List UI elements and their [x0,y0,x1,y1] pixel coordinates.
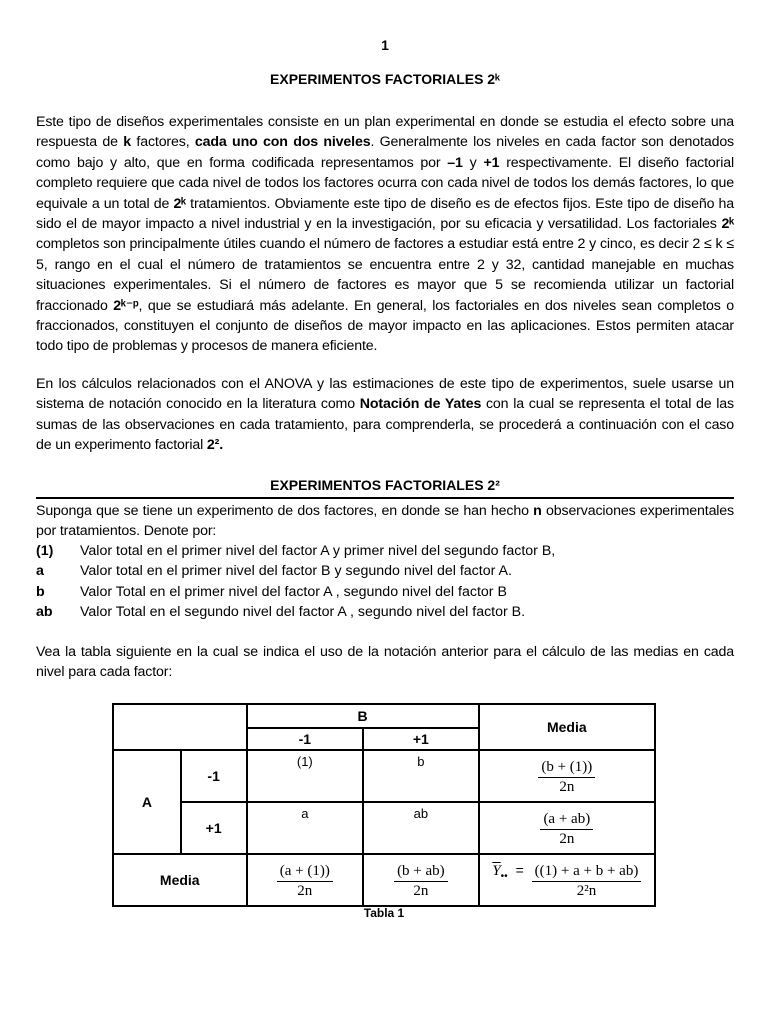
definition-item: b Valor Total en el primer nivel del factor A , segundo nivel del factor B [36,583,507,600]
cell-b: b [363,750,479,802]
paragraph-intro: Este tipo de diseños experimentales consiste en un plan experimental en donde se estudia el efecto sobre una respuesta de k factores, cada uno con dos niveles. Generalmente los niveles en cada factor son denotados como bajo y alto, que en forma codificada representamos por –1 y +1 respectivamente. El diseño factorial completo requiere que cada nivel de todos los factores ocurra con cada nivel de todos los demás factores, lo que equivale a un total de 2ᵏ tratamientos. Obviamente este tipo de diseño es de efectos fijos. Este tipo de diseño ha sido el de mayor impacto a nivel industrial y en la investigación, por su eficacia y versatilidad. Los factoriales 2ᵏ completos son principalmente útiles cuando el número de factores a estudiar está entre 2 y cinco, es decir 2 ≤ k ≤ 5, rango en el cual el número de tratamientos se encuentra entre 2 y 32, cantidad manejable en muchas situaciones experimentales. Si el número de factores es mayor que 5 se recomienda utilizar un factorial fraccionado 2ᵏ⁻ᵖ, que se estudiará más adelante. En general, los factoriales en dos niveles sean completos o fraccionados, constituyen el conjunto de diseños de mayor impacto en las aplicaciones. Estos permiten atacar todo tipo de problemas y procesos de manera eficiente. [36,114,734,355]
definition-item: ab Valor Total en el segundo nivel del factor A , segundo nivel del factor B. [36,604,526,621]
cell-a: a [247,802,364,854]
row-mean-plus: $\frac{(a + ab)}{2n}$ [479,802,655,854]
page-number: 1 [381,37,389,53]
col-mean-minus: $\frac{(a + (1))}{2n}$ [247,854,364,906]
definition-item: a Valor total en el primer nivel del factor B y segundo nivel del factor A. [36,563,512,580]
definition-item: (1) Valor total en el primer nivel del factor A y primer nivel del segundo factor B, [36,543,556,559]
grand-mean: $\overline{Y}_{••}$ = $\frac{((1) + a + b + ab)}{\text{2²n}}$ [479,854,655,906]
col-mean-plus: $\frac{(b + ab)}{2n}$ [363,854,479,906]
cell-ab: ab [363,802,479,854]
a-level-plus: +1 [181,802,247,854]
a-level-minus: -1 [181,750,247,802]
definition-list [36,541,734,623]
main-title: EXPERIMENTOS FACTORIALES 2ᵏ [270,71,500,87]
factor-b-header: B [247,704,479,728]
table-caption: Tabla 1 [363,906,405,920]
yates-table [112,703,656,907]
section-title: EXPERIMENTOS FACTORIALES 2² [270,477,500,493]
b-level-plus: +1 [363,728,479,750]
paragraph-table-intro: Vea la tabla siguiente en la cual se indica el uso de la notación anterior para el cálculo de las medias en cada nivel para cada factor: [36,644,734,681]
cell-1: (1) [247,750,364,802]
row-mean-minus: $\frac{(b + (1))}{2n}$ [479,750,655,802]
factor-a-header: A [113,750,181,854]
paragraph-suppose: Suponga que se tiene un experimento de dos factores, en donde se han hecho n observaciones experimentales por tratamientos. Denote por: [36,503,734,540]
b-level-minus: -1 [247,728,364,750]
section-divider [36,497,734,499]
media-row-label: Media [113,854,247,906]
table-corner [113,704,247,750]
paragraph-yates: En los cálculos relacionados con el ANOVA y las estimaciones de este tipo de experimentos, suele usarse un sistema de notación conocido en la literatura como Notación de Yates con la cual se representa el total de las sumas de las observaciones en cada tratamiento, para comprenderla, se procederá a continuación con el caso de un experimento factorial 2². [36,376,734,454]
media-header: Media [479,704,655,750]
